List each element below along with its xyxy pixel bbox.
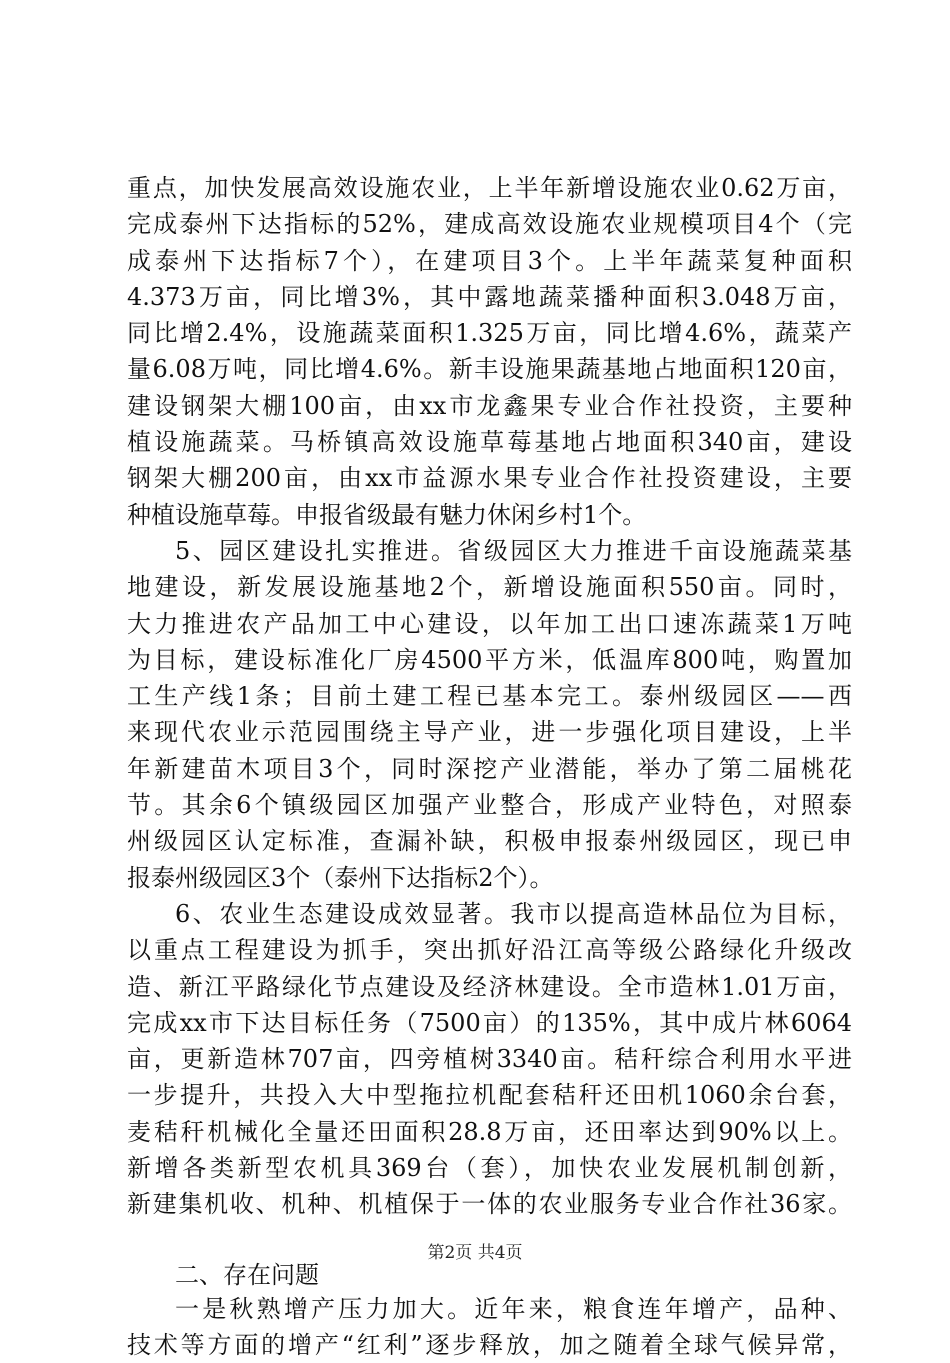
text-line: 大力推进农产品加工中心建设，以年加工出口速冻蔬菜1万吨 <box>127 609 852 638</box>
text-line: 地建设，新发展设施基地2个，新增设施面积550亩。同时， <box>127 573 852 602</box>
paragraph-problems <box>127 1291 852 1363</box>
document-body <box>127 170 852 1363</box>
section-heading: 二、存在问题 <box>175 1260 319 1289</box>
text-line: 来现代农业示范园围绕主导产业，进一步强化项目建设，上半 <box>127 718 852 747</box>
text-line: 年新建苗木项目3个，同时深挖产业潜能，举办了第二届桃花 <box>127 754 852 783</box>
text-line: 麦秸秆机械化全量还田面积28.8万亩，还田率达到90%以上。 <box>127 1117 852 1146</box>
text-line: 工生产线1条；目前土建工程已基本完工。泰州级园区——西 <box>127 682 852 711</box>
text-line: 完成泰州下达指标的52%，建成高效设施农业规模项目4个（完 <box>127 210 852 239</box>
text-line: 建设钢架大棚100亩，由xx市龙鑫果专业合作社投资，主要种 <box>127 391 852 420</box>
text-line: 为目标，建设标准化厂房4500平方米，低温库800吨，购置加 <box>127 645 852 674</box>
text-line: 6、农业生态建设成效显著。我市以提高造林品位为目标， <box>175 899 852 928</box>
text-line: 亩，更新造林707亩，四旁植树3340亩。秸秆综合利用水平进 <box>127 1045 852 1074</box>
text-line: 报泰州级园区3个（泰州下达指标2个）。 <box>127 863 554 892</box>
text-line: 技术等方面的增产“红利”逐步释放，加之随着全球气候异常， <box>127 1330 852 1359</box>
text-line: 一步提升，共投入大中型拖拉机配套秸秆还田机1060余台套， <box>127 1081 852 1110</box>
text-line: 州级园区认定标准，查漏补缺，积极申报泰州级园区，现已申 <box>127 827 852 856</box>
text-line: 种植设施草莓。申报省级最有魅力休闲乡村1个。 <box>127 500 647 529</box>
text-line: 同比增2.4%，设施蔬菜面积1.325万亩，同比增4.6%，蔬菜产 <box>127 319 852 348</box>
text-line: 完成xx市下达目标任务（7500亩）的135%，其中成片林6064 <box>127 1008 852 1037</box>
text-line: 量6.08万吨，同比增4.6%。新丰设施果蔬基地占地面积120亩， <box>127 355 852 384</box>
paragraph-park-construction <box>127 533 852 896</box>
page-number-footer: 第2页 共4页 <box>427 1243 523 1263</box>
text-line: 节。其余6个镇级园区加强产业整合，形成产业特色，对照泰 <box>127 791 852 820</box>
text-line: 一是秋熟增产压力加大。近年来，粮食连年增产，品种、 <box>175 1294 852 1323</box>
paragraph-facility-agriculture <box>127 170 852 533</box>
text-line: 新增各类新型农机具369台（套），加快农业发展机制创新， <box>127 1154 852 1183</box>
text-line: 成泰州下达指标7个），在建项目3个。上半年蔬菜复种面积 <box>127 246 852 275</box>
text-line: 重点，加快发展高效设施农业，上半年新增设施农业0.62万亩， <box>127 174 852 202</box>
text-line: 以重点工程建设为抓手，突出抓好沿江高等级公路绿化升级改 <box>127 936 852 965</box>
text-line: 新建集机收、机种、机植保于一体的农业服务专业合作社36家。 <box>127 1190 852 1219</box>
text-line: 植设施蔬菜。马桥镇高效设施草莓基地占地面积340亩，建设 <box>127 428 852 457</box>
text-line: 钢架大棚200亩，由xx市益源水果专业合作社投资建设，主要 <box>127 464 852 493</box>
paragraph-ecology-construction <box>127 896 852 1223</box>
text-line: 4.373万亩，同比增3%，其中露地蔬菜播种面积3.048万亩， <box>127 282 852 311</box>
text-line: 造、新江平路绿化节点建设及经济林建设。全市造林1.01万亩， <box>127 972 852 1001</box>
text-line: 5、园区建设扎实推进。省级园区大力推进千亩设施蔬菜基 <box>175 536 852 565</box>
